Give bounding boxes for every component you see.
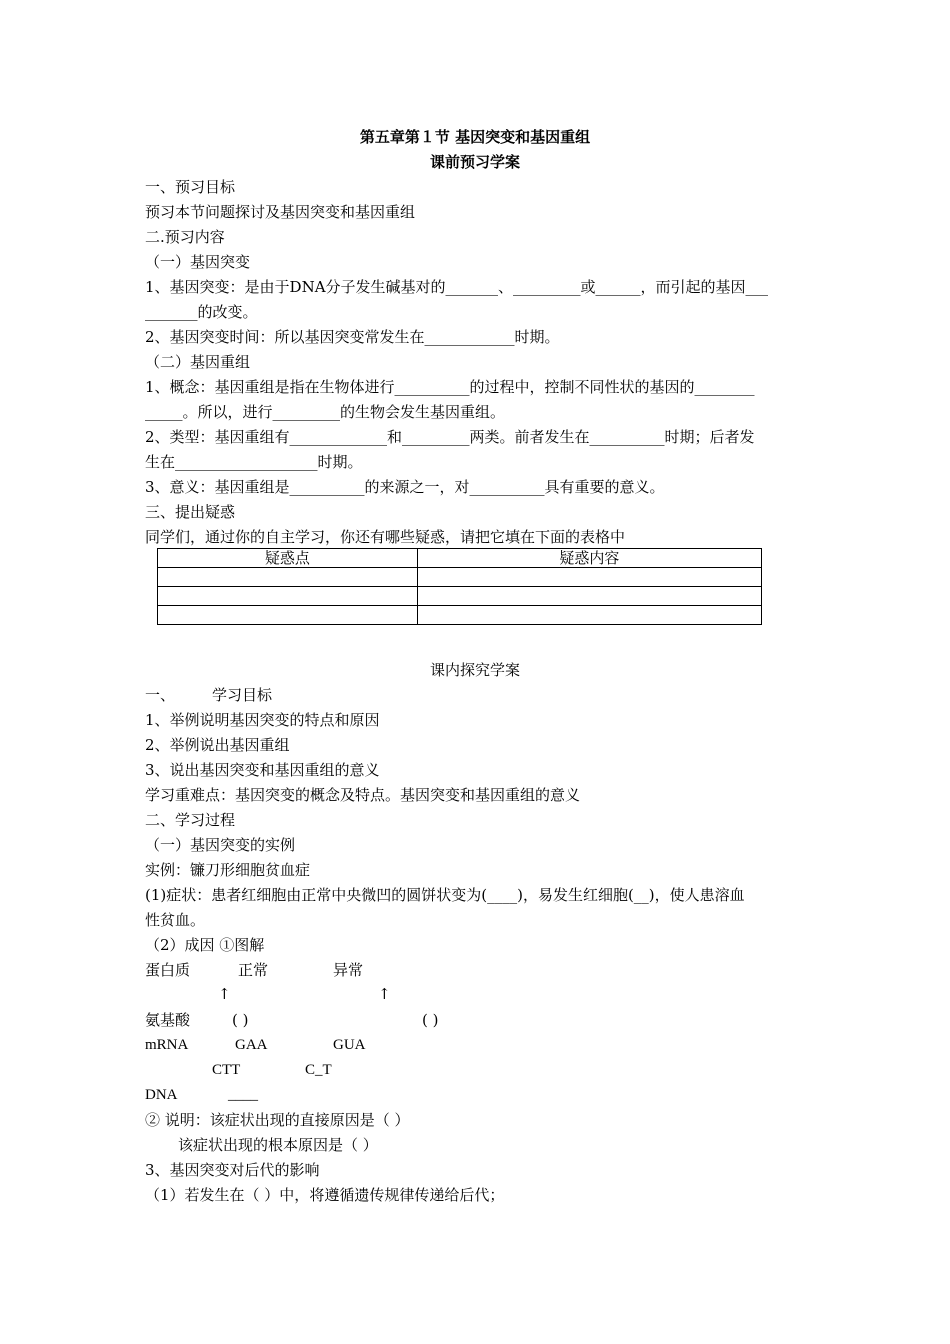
section-heading: 三、提出疑惑 — [145, 503, 236, 521]
paragraph: 同学们，通过你的自主学习，你还有哪些疑惑，请把它填在下面的表格中 — [145, 528, 626, 546]
fill-blank-line: ② 说明：该症状出现的直接原因是（ ） — [145, 1111, 410, 1129]
section-number: 一、 — [145, 686, 176, 704]
fill-blank-line: 生在___________________时期。 — [145, 453, 363, 471]
subsection-heading: （一）基因突变的实例 — [145, 836, 296, 854]
arrow-up-icon: ↑ — [218, 985, 231, 1003]
table-cell[interactable] — [417, 568, 761, 587]
diagram-codon: CTT — [212, 1062, 241, 1078]
section-heading: 二、学习过程 — [145, 811, 236, 829]
fill-blank-line: 该症状出现的根本原因是（ ） — [178, 1136, 378, 1154]
diagram-label-protein: 蛋白质 — [145, 961, 191, 979]
diagram-label-normal: 正常 — [238, 961, 269, 979]
list-item: 3、说出基因突变和基因重组的意义 — [145, 761, 380, 779]
diagram-codon: GAA — [235, 1037, 268, 1053]
arrow-up-icon: ↑ — [378, 985, 391, 1003]
paragraph: 预习本节问题探讨及基因突变和基因重组 — [145, 203, 416, 221]
table-header-cell: 疑惑点 — [158, 549, 418, 568]
subsection-heading: （一）基因突变 — [145, 253, 251, 271]
fill-blank-line: 1、基因突变：是由于DNA分子发生碱基对的_______、_________或______，而引起的基因___ — [145, 278, 769, 296]
fill-blank-line: （1）若发生在（ ）中，将遵循遗传规律传递给后代； — [145, 1186, 505, 1204]
section-heading: 一、预习目标 — [145, 178, 236, 196]
paragraph: 学习重难点：基因突变的概念及特点。基因突变和基因重组的意义 — [145, 786, 581, 804]
diagram-label-dna: DNA — [145, 1087, 178, 1103]
table-cell[interactable] — [158, 568, 418, 587]
fill-blank-line: 3、意义：基因重组是__________的来源之一，对__________具有重要的意义。 — [145, 478, 665, 496]
section-heading: 二.预习内容 — [145, 228, 225, 246]
table-row — [158, 568, 762, 587]
fill-blank-line: _______的改变。 — [145, 303, 258, 321]
diagram-blank: ____ — [228, 1087, 258, 1103]
table-cell[interactable] — [417, 587, 761, 606]
table-row — [158, 587, 762, 606]
diagram-label-amino: 氨基酸 — [145, 1011, 191, 1029]
paragraph: （2）成因 ①图解 — [145, 936, 265, 954]
list-item: 2、举例说出基因重组 — [145, 736, 290, 754]
table-row — [158, 606, 762, 625]
fill-blank-line: (1)症状：患者红细胞由正常中央微凹的圆饼状变为(____)，易发生红细胞(__)，使人患溶血 — [145, 886, 745, 904]
list-item: 1、举例说明基因突变的特点和原因 — [145, 711, 380, 729]
fill-blank-line: 2、基因突变时间：所以基因突变常发生在____________时期。 — [145, 328, 560, 346]
fill-blank-line: 性贫血。 — [145, 911, 206, 929]
diagram-blank: ( ) — [422, 1011, 439, 1029]
fill-blank-line: 1、概念：基因重组是指在生物体进行__________的过程中，控制不同性状的基因的________ — [145, 378, 755, 396]
diagram-label-mrna: mRNA — [145, 1037, 189, 1053]
fill-blank-line: _____。所以，进行_________的生物会发生基因重组。 — [145, 403, 506, 421]
subsection-heading: （二）基因重组 — [145, 353, 251, 371]
diagram-codon: C_T — [305, 1062, 332, 1078]
document-subtitle: 课前预习学案 — [429, 153, 520, 171]
questions-table — [157, 548, 762, 625]
section-heading: 学习目标 — [212, 686, 273, 704]
fill-blank-line: 2、类型：基因重组有_____________和_________两类。前者发生在__________时期；后者发 — [145, 428, 755, 446]
diagram-codon: GUA — [333, 1037, 366, 1053]
table-cell[interactable] — [158, 606, 418, 625]
table-cell[interactable] — [158, 587, 418, 606]
diagram-blank: ( ) — [232, 1011, 249, 1029]
table-header-cell: 疑惑内容 — [417, 549, 761, 568]
table-header-row — [158, 549, 762, 568]
document-title: 第五章第１节 基因突变和基因重组 — [359, 128, 591, 146]
diagram-label-abnormal: 异常 — [333, 961, 364, 979]
table-cell[interactable] — [417, 606, 761, 625]
section-title: 课内探究学案 — [429, 661, 520, 679]
subsection-heading: 3、基因突变对后代的影响 — [145, 1161, 320, 1179]
paragraph: 实例：镰刀形细胞贫血症 — [145, 861, 311, 879]
